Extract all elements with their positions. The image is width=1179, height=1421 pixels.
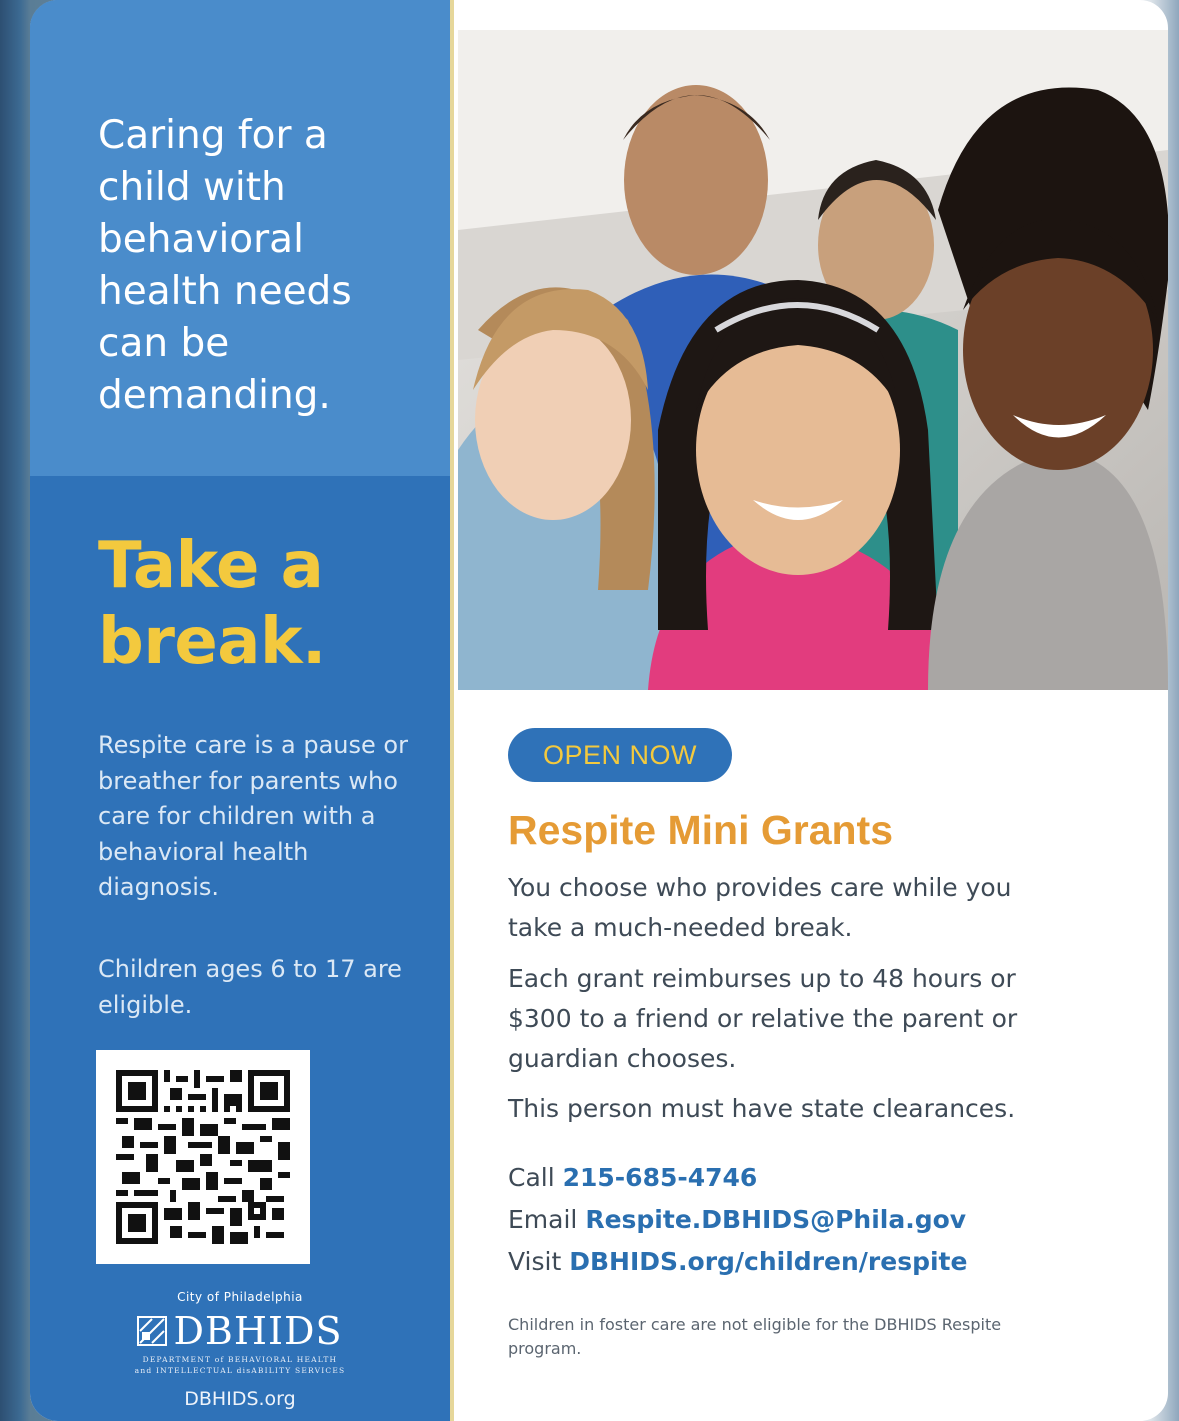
contact-phone-line [508,1157,1108,1199]
flyer [30,0,1168,1421]
children-photo-image [458,30,1168,690]
call-label: Call [508,1163,555,1192]
open-now-badge: OPEN NOW [508,728,732,782]
logo-mark-icon [137,1316,167,1346]
logo-department-line2: and INTELLECTUAL disABILITY SERVICES [134,1366,346,1375]
logo-department-line1: DEPARTMENT of BEHAVIORAL HEALTH [142,1355,338,1364]
respite-description: Respite care is a pause or breather for parents who care for children with a behavioral health diagnosis. [98,731,408,901]
dbhids-logo [70,1290,410,1410]
paragraph-choose: You choose who provides care while you take a much-needed break. [508,873,1012,942]
email-link[interactable]: Respite.DBHIDS@Phila.gov [585,1205,967,1234]
visit-label: Visit [508,1247,562,1276]
foster-care-note: Children in foster care are not eligible for the DBHIDS Respite program. [508,1315,1002,1358]
contact-website-line [508,1241,1108,1283]
paragraph-reimburse: Each grant reimburses up to 48 hours or $300 to a friend or relative the parent or guardian chooses. [508,964,1018,1073]
children-photo [458,30,1168,690]
eligibility-text: Children ages 6 to 17 are eligible. [98,955,402,1019]
headline: Take a break. [98,529,326,679]
paragraph-clearances: This person must have state clearances. [508,1094,1016,1123]
qr-code-icon [116,1070,290,1244]
phone-link[interactable]: 215-685-4746 [562,1163,758,1192]
contact-email-line [508,1199,1108,1241]
grant-title: Respite Mini Grants [508,807,894,853]
column-divider [450,0,454,1421]
website-link[interactable]: DBHIDS.org/children/respite [569,1247,968,1276]
email-label: Email [508,1205,578,1234]
logo-name: DBHIDS [173,1309,343,1353]
logo-url[interactable]: DBHIDS.org [184,1388,296,1410]
intro-text: Caring for a child with behavioral health needs can be demanding. [98,113,352,418]
logo-city: City of Philadelphia [177,1290,303,1304]
qr-code[interactable] [96,1050,310,1264]
